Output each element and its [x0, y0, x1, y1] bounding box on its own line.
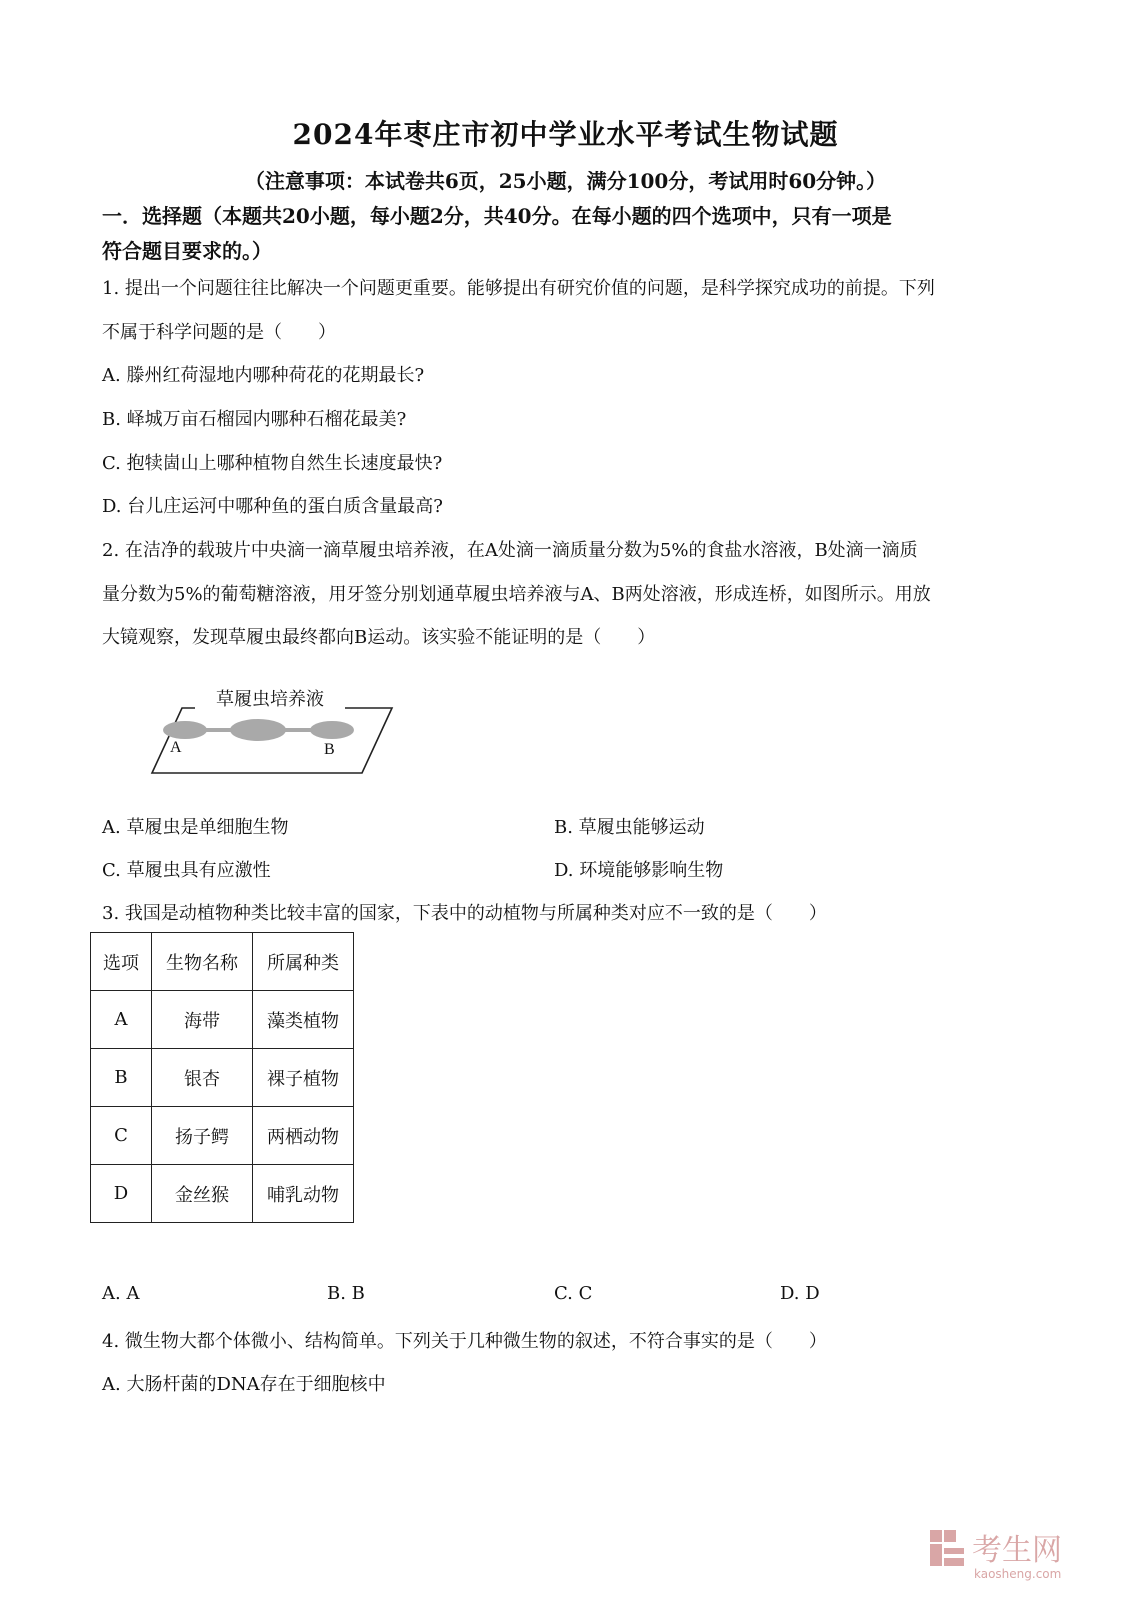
q1-option-d: D. 台儿庄运河中哪种鱼的蛋白质含量最高?	[102, 496, 443, 517]
q3-option-b: B. B	[327, 1283, 365, 1304]
table-header: 生物名称	[152, 933, 253, 991]
table-row	[91, 1165, 354, 1223]
glass-slide-outline	[152, 708, 392, 773]
q2-option-d: D. 环境能够影响生物	[554, 860, 724, 881]
q4-stem: 4. 微生物大都个体微小、结构简单。下列关于几种微生物的叙述，不符合事实的是（ ）	[102, 1331, 827, 1352]
table-cell: 金丝猴	[152, 1165, 253, 1223]
table-row	[91, 1107, 354, 1165]
q1-stem-line2: 不属于科学问题的是（ ）	[102, 322, 336, 343]
q2-stem-line1: 2. 在洁净的载玻片中央滴一滴草履虫培养液，在A处滴一滴质量分数为5%的食盐水溶液，B处滴一滴质	[102, 540, 918, 561]
q2-option-c: C. 草履虫具有应激性	[102, 860, 271, 881]
paramecium-slide-diagram	[150, 678, 410, 793]
diagram-label: 草履虫培养液	[216, 689, 324, 709]
q3-option-c: C. C	[554, 1283, 593, 1304]
table-header-row	[91, 933, 354, 991]
q2-stem-line2: 量分数为5%的葡萄糖溶液，用牙签分别划通草履虫培养液与A、B两处溶液，形成连桥，如图所示。用放	[102, 584, 931, 605]
q3-option-d: D. D	[780, 1283, 820, 1304]
table-cell: 哺乳动物	[253, 1165, 354, 1223]
q1-option-a: A. 滕州红荷湿地内哪种荷花的花期最长?	[102, 365, 425, 386]
table-cell: 两栖动物	[253, 1107, 354, 1165]
table-cell: 藻类植物	[253, 991, 354, 1049]
table-cell: 海带	[152, 991, 253, 1049]
exam-notice: （注意事项：本试卷共6页，25小题，满分100分，考试用时60分钟。）	[244, 169, 887, 193]
table-cell: A	[91, 991, 152, 1049]
q3-option-a: A. A	[102, 1283, 140, 1304]
q3-stem: 3. 我国是动植物种类比较丰富的国家，下表中的动植物与所属种类对应不一致的是（ ）	[102, 903, 827, 924]
q1-stem-line1: 1. 提出一个问题往往比解决一个问题更重要。能够提出有研究价值的问题，是科学探究成功的前提。下列	[102, 278, 935, 299]
table-header: 选项	[91, 933, 152, 991]
q2-option-b: B. 草履虫能够运动	[554, 817, 705, 838]
label-a: A	[170, 739, 182, 756]
watermark-brand: 考生网	[972, 1533, 1062, 1568]
table-cell: 裸子植物	[253, 1049, 354, 1107]
section-heading-line1: 一．选择题（本题共20小题，每小题2分，共40分。在每小题的四个选项中，只有一项是	[102, 204, 892, 228]
table-cell: D	[91, 1165, 152, 1223]
q1-option-b: B. 峄城万亩石榴园内哪种石榴花最美?	[102, 409, 407, 430]
table-header: 所属种类	[253, 933, 354, 991]
label-b: B	[324, 741, 335, 758]
table-cell: 扬子鳄	[152, 1107, 253, 1165]
bridge-left	[205, 728, 233, 732]
table-cell: 银杏	[152, 1049, 253, 1107]
q3-table	[90, 932, 354, 1223]
q1-option-c: C. 抱犊崮山上哪种植物自然生长速度最快?	[102, 453, 443, 474]
page-title: 2024年枣庄市初中学业水平考试生物试题	[292, 118, 839, 151]
table-row	[91, 991, 354, 1049]
table-row	[91, 1049, 354, 1107]
q2-stem-line3: 大镜观察，发现草履虫最终都向B运动。该实验不能证明的是（ ）	[102, 627, 656, 648]
table-cell: B	[91, 1049, 152, 1107]
table-cell: C	[91, 1107, 152, 1165]
drop-a	[163, 721, 207, 739]
watermark-mark-icon	[930, 1530, 964, 1566]
drop-culture	[230, 719, 286, 741]
watermark-domain: kaosheng.com	[974, 1567, 1062, 1581]
drop-b	[310, 721, 354, 739]
section-heading-line2: 符合题目要求的。）	[102, 239, 272, 263]
watermark-logo	[930, 1528, 1130, 1588]
q2-option-a: A. 草履虫是单细胞生物	[102, 817, 289, 838]
q4-option-a: A. 大肠杆菌的DNA存在于细胞核中	[102, 1374, 386, 1395]
